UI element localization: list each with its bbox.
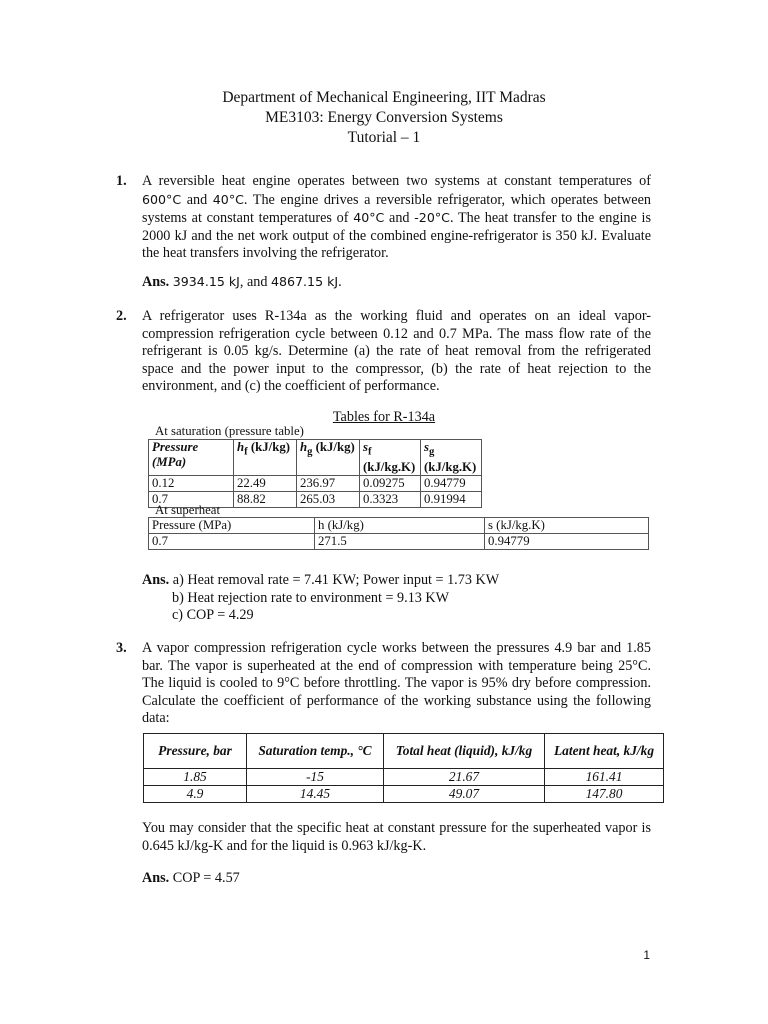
answer-2: Ans. a) Heat removal rate = 7.41 KW; Power input = 1.73 KW b) Heat rejection rate to environment = 9.13 KW c) COP = 4.29 xyxy=(142,572,500,624)
page-number: 1 xyxy=(643,948,650,962)
answer-3: Ans. COP = 4.57 xyxy=(142,870,240,886)
header-sf: $s_f$ (kJ/kg.K) xyxy=(360,440,421,476)
table-title: Tables for R-134a xyxy=(332,409,436,425)
saturation-table xyxy=(148,439,482,508)
header-department: Department of Mechanical Engineering, IIT Madras xyxy=(222,89,546,106)
question-2 xyxy=(118,308,651,396)
question-text: A refrigerator uses R-134a as the working fluid and operates on an ideal vapor-compression refrigeration cycle between 0.12 and 0.7 MPa. The mass flow rate of the refrigerant is 0.05 kg/s. Determine (a) the rate of heat removal from the refrigerated space and the power input to the compressor, (b) the rate of heat rejection to the environment, and (c) the coefficient of performance. xyxy=(142,308,651,395)
question-3-note: You may consider that the specific heat at constant pressure for the superheated vapor is 0.645 kJ/kg-K and for the liquid is 0.963 kJ/kg-K. xyxy=(142,820,651,854)
answer-1: Ans. 3934.15 kJ, and 4867.15 kJ. xyxy=(142,274,342,290)
question-number: 2. xyxy=(116,308,127,324)
header-pressure: Pressure, bar xyxy=(144,734,247,769)
superheat-caption: At superheat xyxy=(155,503,221,517)
header-pressure: Pressure (MPa) xyxy=(149,518,315,534)
document-header xyxy=(0,88,768,148)
table-row: 4.9 14.45 49.07 147.80 xyxy=(144,786,664,803)
superheat-table xyxy=(148,517,649,550)
header-sg: $s_g$ (kJ/kg.K) xyxy=(421,440,482,476)
question-number: 3. xyxy=(116,640,127,656)
table-row: 0.12 22.49 236.97 0.09275 0.94779 xyxy=(149,475,482,491)
header-hf: $h_f$ (kJ/kg) xyxy=(234,440,297,476)
question-number: 1. xyxy=(116,173,127,189)
header-tutorial: Tutorial – 1 xyxy=(347,129,421,146)
header-latent-heat: Latent heat, kJ/kg xyxy=(545,734,664,769)
table-row: 0.7 88.82 265.03 0.3323 0.91994 xyxy=(149,491,482,507)
question-1 xyxy=(118,173,651,263)
header-course: ME3103: Energy Conversion Systems xyxy=(265,109,503,126)
question-3 xyxy=(118,640,651,728)
header-hg: $h_g$ (kJ/kg) xyxy=(297,440,360,476)
table-row: 1.85 -15 21.67 161.41 xyxy=(144,769,664,786)
header-saturation-temp: Saturation temp., °C xyxy=(247,734,384,769)
question-text: A vapor compression refrigeration cycle works between the pressures 4.9 bar and 1.85 bar. The vapor is superheated at the end of compression with temperature being 25°C. The liquid is cooled to 9°C before throttling. The vapor is 95% dry before compression. Calculate the coefficient of performance of the working substance using the following data: xyxy=(142,640,651,727)
table-row: 0.7 271.5 0.94779 xyxy=(149,534,649,550)
header-total-heat: Total heat (liquid), kJ/kg xyxy=(384,734,545,769)
refrigerant-data-table xyxy=(143,733,664,803)
saturation-caption: At saturation (pressure table) xyxy=(155,424,304,438)
question-text: A reversible heat engine operates between two systems at constant temperatures of 600°C and 40°C. The engine drives a reversible refrigerator, which operates between systems at constant temperatures of 40°C and -20°C. The heat transfer to the engine is 2000 kJ and the net work output of the combined engine-refrigerator is 350 kJ. Evaluate the heat transfers involving the refrigerator. xyxy=(142,173,651,262)
header-h: h (kJ/kg) xyxy=(315,518,485,534)
header-pressure: Pressure (MPa) xyxy=(149,440,234,476)
header-s: s (kJ/kg.K) xyxy=(485,518,649,534)
